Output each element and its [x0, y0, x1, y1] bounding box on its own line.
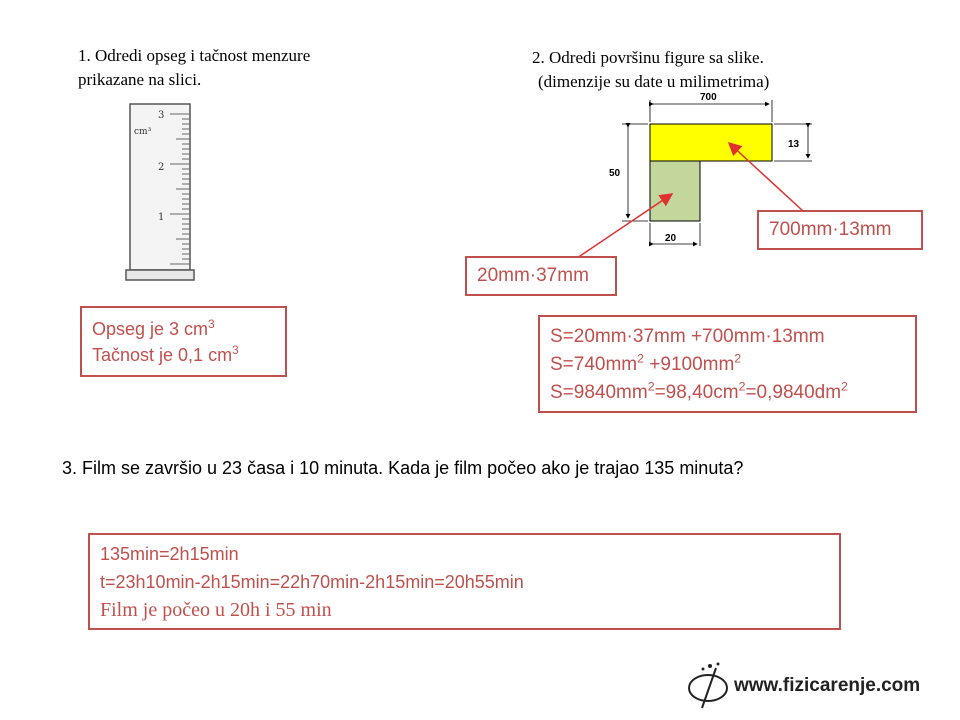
cylinder-tick-label-2: 2 [158, 162, 165, 173]
dim-bottom-label: 20 [665, 233, 677, 244]
site-logo [686, 660, 956, 710]
cylinder-tick-label-1: 1 [158, 212, 165, 223]
dim-left-label: 50 [609, 168, 621, 179]
task3-question: 3. Film se završio u 23 časa i 10 minuta. Kada je film počeo ako je trajao 135 minuta? [62, 458, 744, 478]
cylinder-unit-label: cm³ [134, 127, 152, 137]
task1-line2: prikazane na slici. [78, 70, 202, 89]
logo-icon [686, 660, 732, 710]
callout-green-box [465, 256, 617, 296]
task1-line1: 1. Odredi opseg i tačnost menzure [78, 46, 311, 65]
logo-text: www.fizicarenje.com [734, 675, 921, 696]
dim-top-label: 700 [700, 92, 717, 103]
arrow-to-green [577, 194, 672, 258]
task3-answer-line2: t=23h10min-2h15min=22h70min-2h15min=20h55min [100, 572, 524, 592]
task3-answer-line3: Film je počeo u 20h i 55 min [100, 599, 332, 621]
answer-range: Opseg je 3 $cm^3$ [92, 318, 215, 339]
solution-line1: S=20mm·37mm +700mm·13mm [550, 326, 825, 347]
dim-right-label: 13 [788, 139, 800, 150]
answer-precision: Tačnost je 0,1 $cm^3$ [92, 344, 239, 365]
callout-yellow-box [757, 210, 923, 250]
solution-line3: $S=9840mm^2=98,40cm^2=0,9840dm^2$ [550, 379, 848, 403]
callout-green-text: 20mm·37mm [477, 265, 589, 286]
arrow-to-yellow [729, 143, 803, 211]
task2-line1: 2. Odredi površinu figure sa slike. [532, 48, 764, 67]
task2-solution-box [538, 315, 917, 413]
task2-line2: (dimenzije su date u milimetrima) [538, 72, 770, 91]
task3-answer-box [88, 533, 841, 630]
task3-answer-line1: 135min=2h15min [100, 544, 239, 564]
solution-line2: $S=740mm^2 +9100mm^2$ [550, 351, 742, 375]
callout-yellow-text: 700mm·13mm [769, 219, 892, 240]
cylinder-tick-label-3: 3 [158, 110, 165, 121]
